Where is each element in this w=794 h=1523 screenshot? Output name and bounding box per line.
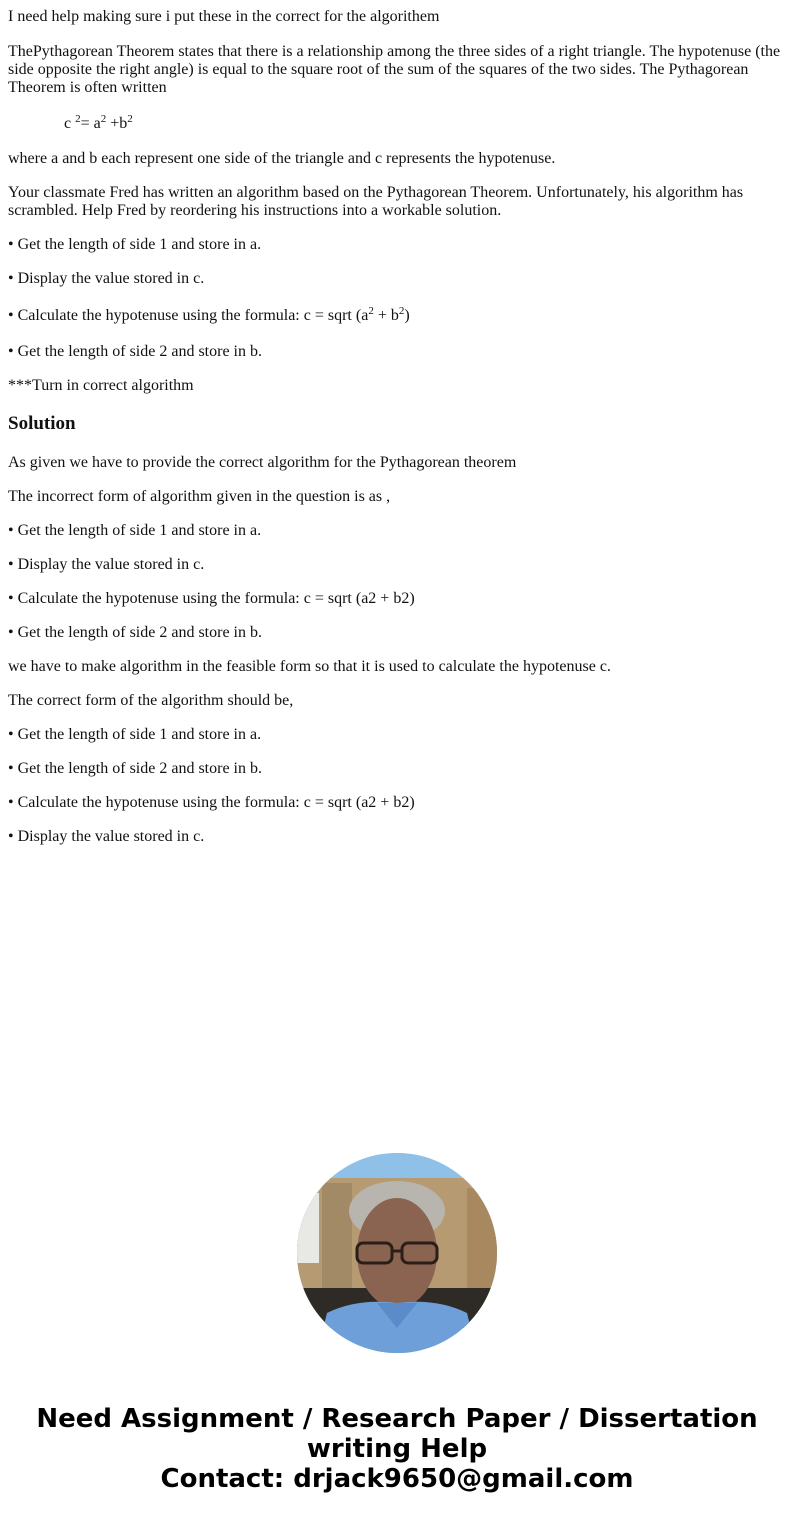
solution-heading: Solution (8, 413, 76, 434)
formula-exp: 2 (100, 113, 107, 125)
correct-step: • Get the length of side 1 and store in a. (8, 726, 262, 743)
step-exp: 2 (398, 305, 405, 317)
correct-step: • Display the value stored in c. (8, 828, 205, 845)
promo-line-1: Need Assignment / Research Paper / Dissertation (36, 1404, 758, 1434)
formula-a: = a (80, 115, 101, 132)
formula-b: +b (106, 115, 128, 132)
solution-intro: As given we have to provide the correct algorithm for the Pythagorean theorem (8, 454, 517, 471)
promo-banner (0, 1404, 794, 1494)
question-step: • Get the length of side 1 and store in a. (8, 236, 262, 253)
incorrect-step: • Calculate the hypotenuse using the formula: c = sqrt (a2 + b2) (8, 590, 415, 607)
step-exp: 2 (368, 305, 374, 317)
incorrect-step: • Display the value stored in c. (8, 556, 205, 573)
formula-c: c (64, 115, 76, 132)
step-text: + b (373, 307, 399, 324)
promo-line-2: writing Help (306, 1434, 488, 1464)
solution-incorrect-label: The incorrect form of algorithm given in the question is as , (8, 488, 391, 505)
question-step: • Get the length of side 2 and store in b. (8, 343, 262, 360)
solution-correct-label: The correct form of the algorithm should be, (8, 692, 294, 709)
question-intro: ThePythagorean Theorem states that there is a relationship among the three sides of a right triangle. The hypotenuse (the side opposite the right angle) is equal to the square root of the sum of the squares of the two sides. The Pythagorean Theorem is often written (8, 43, 781, 96)
question-instruction: ***Turn in correct algorithm (8, 377, 194, 394)
correct-step: • Calculate the hypotenuse using the formula: c = sqrt (a2 + b2) (8, 794, 415, 811)
formula-exp: 2 (127, 113, 133, 125)
solution-feasible: we have to make algorithm in the feasible form so that it is used to calculate the hypotenuse c. (8, 658, 611, 675)
step-text: • Calculate the hypotenuse using the formula: c = sqrt (a (8, 307, 369, 324)
author-avatar (297, 1153, 497, 1353)
pythagorean-formula (64, 115, 133, 133)
step-text: ) (404, 307, 410, 324)
formula-exp: 2 (75, 113, 81, 125)
incorrect-step: • Get the length of side 2 and store in b. (8, 624, 262, 641)
author-photo-icon (297, 1153, 497, 1353)
promo-contact: Contact: drjack9650@gmail.com (160, 1464, 634, 1494)
question-classmate: Your classmate Fred has written an algorithm based on the Pythagorean Theorem. Unfortunately, his algorithm has scrambled. Help Fred by reordering his instructions into a workable solution. (8, 184, 744, 219)
question-where: where a and b each represent one side of the triangle and c represents the hypotenuse. (8, 150, 556, 167)
question-title: I need help making sure i put these in the correct for the algorithem (8, 8, 440, 25)
question-step (8, 307, 410, 325)
question-step: • Display the value stored in c. (8, 270, 205, 287)
incorrect-step: • Get the length of side 1 and store in a. (8, 522, 262, 539)
correct-step: • Get the length of side 2 and store in b. (8, 760, 262, 777)
